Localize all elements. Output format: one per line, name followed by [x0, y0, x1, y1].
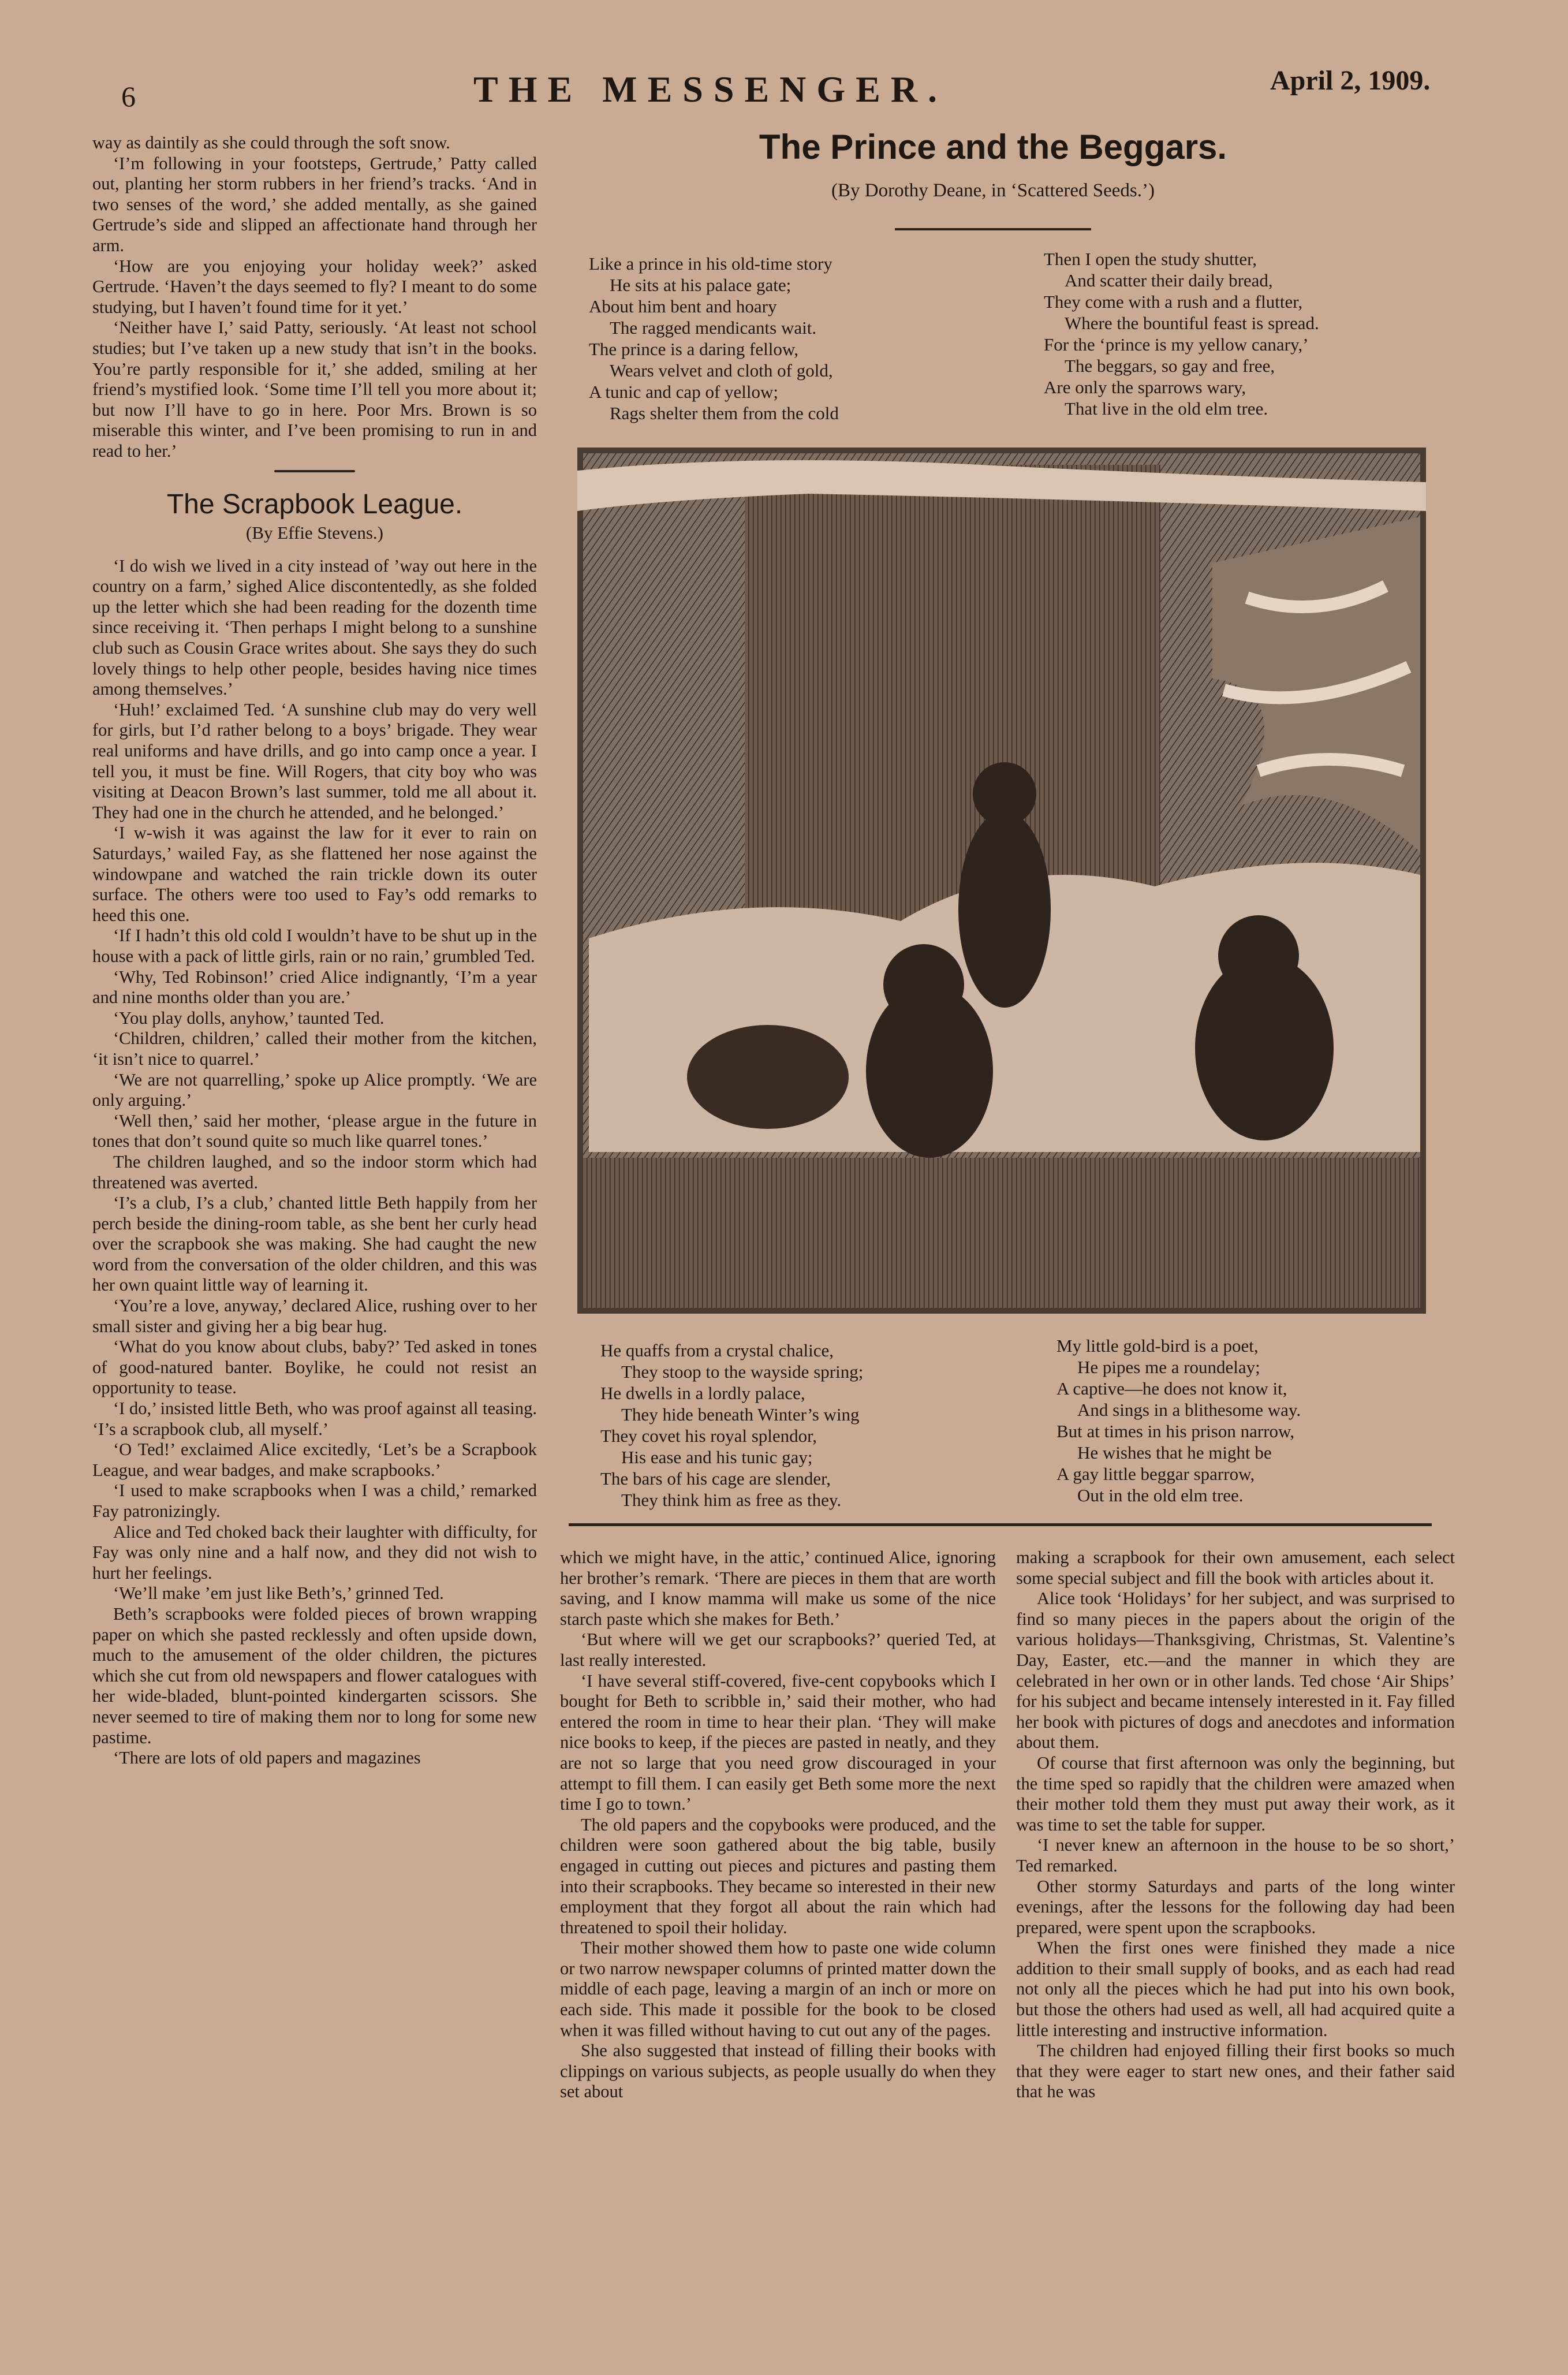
story-paragraph: ‘There are lots of old papers and magazines [113, 1748, 421, 1768]
poem-line: The ragged mendicants wait. [610, 318, 817, 338]
story-paragraph: She also suggested that instead of filling their books with clippings on various subjects, as people usually do when they set about [560, 2041, 996, 2102]
story-paragraph: ‘How are you enjoying your holiday week?’ asked Gertrude. ‘Haven’t the days seemed to fly? I meant to do some studying, but I haven’t found time for it yet.’ [92, 256, 537, 317]
masthead: THE MESSENGER. [473, 69, 948, 110]
poem-line: Then I open the study shutter, [1044, 249, 1257, 269]
story-paragraph: ‘O Ted!’ exclaimed Alice excitedly, ‘Let’s be a Scrapbook League, and wear badges, and make scrapbooks.’ [92, 1440, 537, 1480]
story-paragraph: Alice took ‘Holidays’ for her subject, and was surprised to find so many pieces in the papers about the origin of the various holidays—Thanksgiving, Christmas, St. Valentine’s Day, Easter, etc.—and the manner in which they are celebrated in her own or in other lands. Ted chose ‘Air Ships’ for his subject and became intensely interested in it. Fay filled her book with pictures of dogs and anecdotes and information about them. [1016, 1589, 1455, 1753]
poem-line: They think him as free as they. [621, 1490, 842, 1510]
story-paragraph: ‘But where will we get our scrapbooks?’ queried Ted, at last really interested. [560, 1630, 996, 1670]
poem-line: They stoop to the wayside spring; [621, 1362, 864, 1382]
poem-line: Wears velvet and cloth of gold, [610, 360, 833, 381]
section-divider [569, 1523, 1432, 1526]
story-paragraph: ‘We are not quarrelling,’ spoke up Alice promptly. ‘We are only arguing.’ [92, 1069, 537, 1110]
story-paragraph: ‘I used to make scrapbooks when I was a child,’ remarked Fay patronizingly. [92, 1481, 537, 1521]
sparrows-illustration [577, 448, 1426, 1314]
poem-stanza [1044, 248, 1319, 419]
issue-date: April 2, 1909. [1270, 65, 1431, 96]
story-paragraph: ‘I do wish we lived in a city instead of ’way out here in the country on a farm,’ sighed Alice discontentedly, as she folded up the letter which she had been reading for the dozenth time since receiving it. ‘Then perhaps I might belong to a sunshine club such as Cousin Grace writes about. She says they do such lovely things to help other people, besides having nice times among themselves.’ [92, 555, 537, 699]
story-paragraph: ‘Huh!’ exclaimed Ted. ‘A sunshine club may do very well for girls, but I’d rather belong to a boys’ brigade. They wear real uniforms and have drills, and go into camp once a year. I tell you, it must be fine. Will Rogers, that city boy who was visiting at Deacon Brown’s last summer, told me all about it. They had one in the church he attended, and he belonged.’ [92, 699, 537, 822]
section-divider [274, 470, 355, 472]
story-byline: (By Effie Stevens.) [246, 523, 383, 543]
poem-line: He sits at his palace gate; [610, 275, 792, 295]
middle-column [560, 1548, 996, 2102]
poem-title: The Prince and the Beggars. [759, 128, 1227, 166]
poem-line: Out in the old elm tree. [1077, 1485, 1244, 1505]
poem-line: Like a prince in his old-time story [589, 253, 832, 274]
story-paragraph: The children had enjoyed filling their first books so much that they were eager to start new ones, and their father said that he was [1016, 2041, 1455, 2102]
poem-line: Rags shelter them from the cold [610, 403, 839, 423]
poem-line: They hide beneath Winter’s wing [621, 1404, 860, 1425]
poem-line: They covet his royal splendor, [600, 1426, 817, 1446]
story-paragraph: ‘What do you know about clubs, baby?’ Ted asked in tones of good-natured banter. Boylike, he could not resist an opportunity to tease. [92, 1337, 537, 1398]
story-paragraph: ‘Neither have I,’ said Patty, seriously. ‘At least not school studies; but I’ve taken up a new study that isn’t in the books. You’re partly responsible for it,’ she added, smiling at her friend’s mystified look. ‘Some time I’ll tell you more about it; but now I’ll have to go in here. Poor Mrs. Brown is so miserable this winter, and I’ve been promising to run in and read to her.’ [92, 318, 537, 461]
poem-stanza [600, 1340, 863, 1511]
story-paragraph: ‘I do,’ insisted little Beth, who was proof against all teasing. ‘I’s a scrapbook club, all myself.’ [92, 1399, 537, 1439]
poem-line: A tunic and cap of yellow; [589, 382, 778, 402]
poem-line: Are only the sparrows wary, [1044, 377, 1246, 397]
story-paragraph: which we might have, in the attic,’ continued Alice, ignoring her brother’s remark. ‘There are pieces in them that are worth saving, and I know mamma will make us some of the nice starch paste which she makes for Beth.’ [560, 1548, 996, 1629]
story-paragraph: ‘I never knew an afternoon in the house to be so short,’ Ted remarked. [1016, 1835, 1455, 1876]
poem-byline: (By Dorothy Deane, in ‘Scattered Seeds.’) [831, 180, 1155, 201]
story-paragraph: ‘I’s a club, I’s a club,’ chanted little Beth happily from her perch beside the dining-room table, as she bent her curly head over the scrapbook she was making. She had caught the new word from the conversation of the older children, and this was her own quaint little way of learning it. [92, 1193, 537, 1295]
story-paragraph: The old papers and the copybooks were produced, and the children were soon gathered about the big table, busily engaged in cutting out pieces and pictures and pasting them into their scrapbooks. They became so interested in their new employment that they forgot all about the rain which had threatened to spoil their holiday. [560, 1814, 996, 1937]
story-paragraph: Other stormy Saturdays and parts of the long winter evenings, after the lessons for the following day had been prepared, were spent upon the scrapbooks. [1016, 1876, 1455, 1937]
title-divider [895, 228, 1091, 230]
poem-line: And sings in a blithesome way. [1077, 1400, 1301, 1420]
right-column [1016, 1548, 1455, 2102]
story-paragraph: ‘You’re a love, anyway,’ declared Alice, rushing over to her small sister and giving her a big bear hug. [92, 1296, 537, 1336]
poem-line: He pipes me a roundelay; [1077, 1357, 1260, 1377]
poem-line: His ease and his tunic gay; [621, 1447, 813, 1467]
poem-line: About him bent and hoary [589, 296, 777, 316]
story-paragraph: Their mother showed them how to paste one wide column or two narrow newspaper columns of printed matter down the middle of each page, leaving a margin of an inch or more on each side. This made it possible for the book to be closed when it was filled without having to cut out any of the pages. [560, 1938, 996, 2040]
story-paragraph: Beth’s scrapbooks were folded pieces of brown wrapping paper on which she pasted recklessly and often upside down, much to the amusement of the older children, the pictures which she cut from old newspapers and flower catalogues with her wide-bladed, blunt-pointed kindergarten scissors. She never seemed to tire of making them nor to long for some new pastime. [92, 1604, 537, 1747]
poem-line: The prince is a daring fellow, [589, 339, 798, 359]
story-paragraph: The children laughed, and so the indoor storm which had threatened was averted. [92, 1151, 537, 1192]
poem-line: My little gold-bird is a poet, [1056, 1336, 1259, 1356]
poem-line: They come with a rush and a flutter, [1044, 292, 1303, 312]
poem-line: A captive—he does not know it, [1056, 1378, 1287, 1399]
story-paragraph: ‘If I hadn’t this old cold I wouldn’t have to be shut up in the house with a pack of little girls, rain or no rain,’ grumbled Ted. [92, 926, 537, 966]
poem-line: The bars of his cage are slender, [600, 1468, 831, 1489]
page-number: 6 [121, 80, 136, 113]
poem-stanza [1056, 1335, 1301, 1506]
poem-line: But at times in his prison narrow, [1056, 1421, 1295, 1441]
story-paragraph: ‘Children, children,’ called their mother from the kitchen, ‘it isn’t nice to quarrel.’ [92, 1028, 537, 1069]
story-paragraph: ‘I w-wish it was against the law for it ever to rain on Saturdays,’ wailed Fay, as she flattened her nose against the windowpane and watched the rain trickle down its outer surface. The others were too used to Fay’s odd remarks to heed this one. [92, 823, 537, 925]
story-paragraph: Alice and Ted choked back their laughter with difficulty, for Fay was only nine and a half now, and they did not wish to hurt her feelings. [92, 1522, 537, 1583]
story-paragraph: When the first ones were finished they made a nice addition to their small supply of books, and as each had read not only all the pieces which he had put into his own book, but those the others had used as well, all had acquired quite a little interesting and instructive information. [1016, 1938, 1455, 2040]
story-paragraph: ‘Why, Ted Robinson!’ cried Alice indignantly, ‘I’m a year and nine months older than you are.’ [92, 967, 537, 1008]
left-column [92, 133, 537, 1769]
poem-line: For the ‘prince is my yellow canary,’ [1044, 334, 1309, 355]
story-paragraph: making a scrapbook for their own amusement, each select some special subject and fill the book with articles about it. [1016, 1548, 1455, 1588]
story-paragraph: ‘We’ll make ’em just like Beth’s,’ grinned Ted. [113, 1583, 444, 1604]
poem-line: Where the bountiful feast is spread. [1065, 313, 1319, 333]
story-paragraph: way as daintily as she could through the soft snow. [92, 133, 450, 152]
story-paragraph: ‘I’m following in your footsteps, Gertrude,’ Patty called out, planting her storm rubbers in her friend’s tracks. ‘And in two senses of the word,’ she added mentally, as she gained Gertrude’s side and slipped an affectionate hand through her arm. [92, 153, 537, 255]
poem-stanza [589, 253, 839, 424]
poem-line: He wishes that he might be [1077, 1442, 1272, 1463]
story-paragraph: ‘I have several stiff-covered, five-cent copybooks which I bought for Beth to scribble in,’ said their mother, who had entered the room in time to hear their plan. ‘They will make nice books to keep, if the pieces are pasted in neatly, and they are not so large that you need grow discouraged in your attempt to fill them. I can easily get Beth some more the next time I go to town.’ [560, 1671, 996, 1814]
poem-line: He dwells in a lordly palace, [600, 1383, 805, 1403]
story-paragraph: Of course that first afternoon was only the beginning, but the time sped so rapidly that the children were amazed when their mother told them they must put away their work, as it was time to set the table for supper. [1016, 1753, 1455, 1835]
poem-line: And scatter their daily bread, [1065, 270, 1273, 290]
story-paragraph: ‘Well then,’ said her mother, ‘please argue in the future in tones that don’t sound quite so much like quarrel tones.’ [92, 1110, 537, 1151]
story-paragraph: ‘You play dolls, anyhow,’ taunted Ted. [113, 1008, 384, 1028]
poem-line: He quaffs from a crystal chalice, [600, 1340, 834, 1360]
story-title: The Scrapbook League. [166, 489, 463, 520]
poem-line: A gay little beggar sparrow, [1056, 1464, 1255, 1484]
poem-line: The beggars, so gay and free, [1065, 356, 1275, 376]
poem-line: That live in the old elm tree. [1065, 398, 1268, 419]
